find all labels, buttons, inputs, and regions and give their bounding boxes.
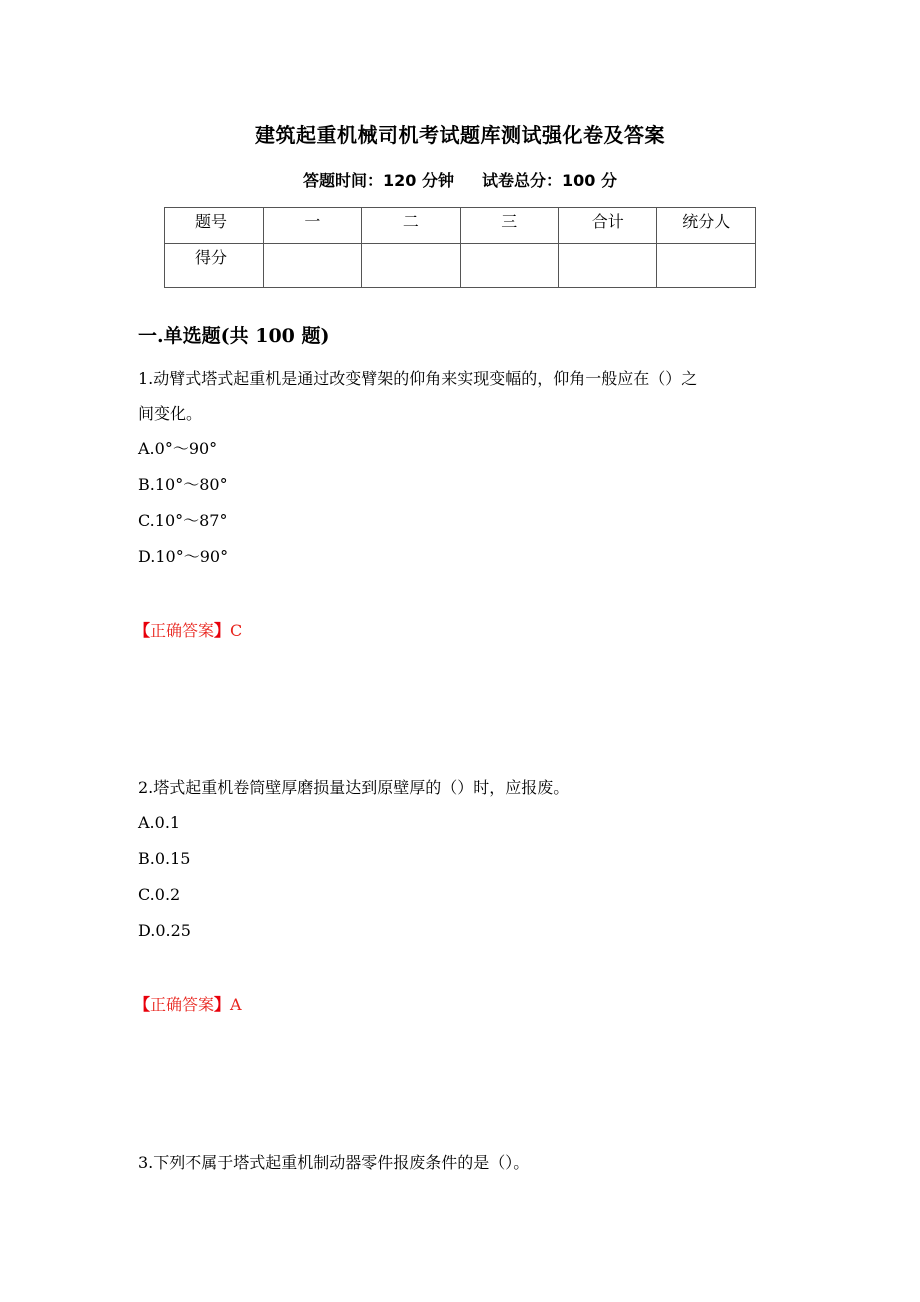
- exam-total-score: 试卷总分：100 分: [482, 171, 617, 190]
- score-table-cell: 题号: [165, 208, 264, 244]
- exam-meta: [0, 168, 920, 194]
- question-3: [138, 1145, 788, 1180]
- exam-time: 答题时间：120 分钟: [303, 171, 454, 190]
- option-b: B.0.15: [138, 849, 191, 868]
- option-a: A.0°～90°: [138, 439, 218, 458]
- score-table-cell: [559, 244, 657, 288]
- score-table-cell: 得分: [165, 244, 264, 288]
- question-1: [138, 361, 788, 575]
- answer-2: [134, 990, 242, 1020]
- question-2: [138, 770, 788, 949]
- score-table-cell: [263, 244, 361, 288]
- section-title: 一.单选题(共 100 题): [138, 325, 330, 347]
- score-table-cell: [657, 244, 756, 288]
- document-title: 建筑起重机械司机考试题库测试强化卷及答案: [255, 123, 665, 147]
- score-table-cell: [362, 244, 460, 288]
- score-table-cell: 三: [460, 208, 558, 244]
- option-a: A.0.1: [138, 813, 181, 832]
- answer-bracket-open: 【: [134, 995, 151, 1014]
- option-b: B.10°～80°: [138, 475, 228, 494]
- option-d: D.10°～90°: [138, 547, 229, 566]
- answer-bracket-close: 】: [214, 995, 231, 1014]
- answer-label: 正确答案: [150, 995, 215, 1014]
- score-table-header-row: [165, 208, 756, 244]
- option-c: C.10°～87°: [138, 511, 228, 530]
- answer-bracket-open: 【: [134, 621, 151, 640]
- score-table-cell: 二: [362, 208, 460, 244]
- answer-value: C: [230, 621, 243, 640]
- answer-bracket-close: 】: [214, 621, 231, 640]
- score-table-score-row: [165, 244, 756, 288]
- option-c: C.0.2: [138, 885, 181, 904]
- option-d: D.0.25: [138, 921, 191, 940]
- question-stem: 3.下列不属于塔式起重机制动器零件报废条件的是（）。: [138, 1153, 530, 1172]
- answer-value: A: [230, 995, 242, 1014]
- question-stem-continued: 间变化。: [138, 404, 203, 423]
- score-table-cell: 合计: [559, 208, 657, 244]
- score-table-cell: 一: [263, 208, 361, 244]
- question-stem: 1.动臂式塔式起重机是通过改变臂架的仰角来实现变幅的，仰角一般应在（）之: [138, 369, 698, 388]
- score-table-cell: 统分人: [657, 208, 756, 244]
- score-table-cell: [460, 244, 558, 288]
- answer-1: [134, 616, 242, 646]
- answer-label: 正确答案: [150, 621, 215, 640]
- score-table: [164, 207, 756, 288]
- question-stem: 2.塔式起重机卷筒壁厚磨损量达到原壁厚的（）时，应报废。: [138, 778, 570, 797]
